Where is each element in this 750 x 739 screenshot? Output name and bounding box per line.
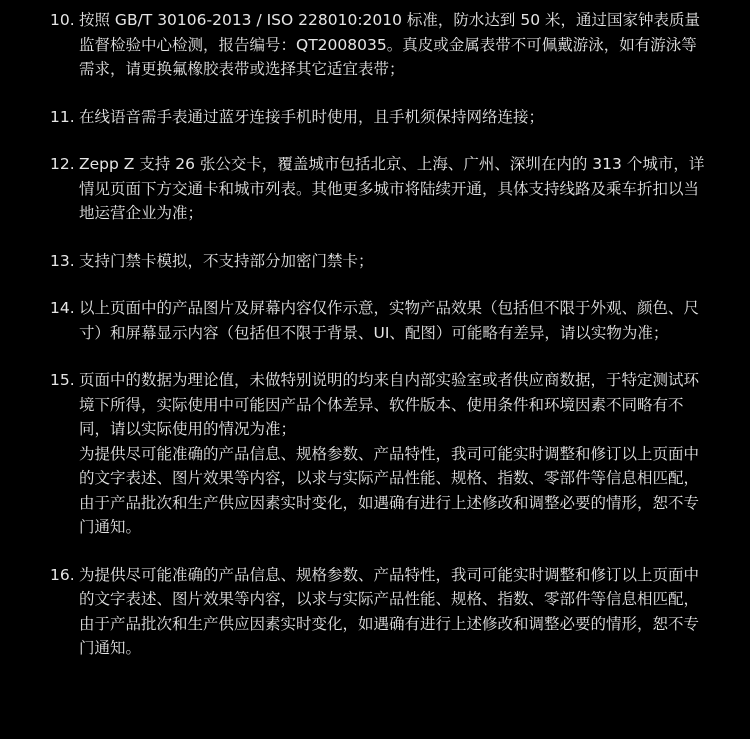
note-paragraph: 为提供尽可能准确的产品信息、规格参数、产品特性，我司可能实时调整和修订以上页面中的文字表述、图片效果等内容，以求与实际产品性能、规格、指数、零部件等信息相匹配，由于产品批次和生产供应因素实时变化，如遇确有进行上述修改和调整必要的情形，恕不专门通知。	[79, 565, 700, 657]
note-body	[79, 105, 712, 130]
note-16	[50, 563, 712, 661]
note-number: 15.	[50, 371, 75, 389]
note-13	[50, 249, 712, 274]
note-number: 13.	[50, 251, 75, 270]
note-number: 10.	[50, 11, 75, 29]
note-10	[50, 8, 712, 82]
note-body	[79, 296, 712, 345]
note-paragraph: 页面中的数据为理论值，未做特别说明的均来自内部实验室或者供应商数据，于特定测试环境下所得，实际使用中可能因产品个体差异、软件版本、使用条件和环境因素不同略有不同，请以实际使用的情况为准；	[79, 371, 700, 438]
note-body	[79, 152, 712, 226]
note-body	[79, 368, 712, 540]
note-body	[79, 563, 712, 661]
note-number: 16.	[50, 565, 75, 584]
note-paragraph: 在线语音需手表通过蓝牙连接手机时使用，且手机须保持网络连接；	[79, 107, 545, 126]
note-number: 12.	[50, 155, 75, 173]
note-paragraph: 为提供尽可能准确的产品信息、规格参数、产品特性，我司可能实时调整和修订以上页面中的文字表述、图片效果等内容，以求与实际产品性能、规格、指数、零部件等信息相匹配，由于产品批次和生产供应因素实时变化，如遇确有进行上述修改和调整必要的情形，恕不专门通知。	[79, 444, 700, 536]
note-body	[79, 8, 712, 82]
note-paragraph: 按照 GB/T 30106-2013 / ISO 228010:2010 标准，防水达到 50 米，通过国家钟表质量监督检验中心检测，报告编号：QT2008035。真皮或金属表带不可佩戴游泳，如有游泳等需求，请更换氟橡胶表带或选择其它适宜表带；	[79, 11, 700, 78]
note-number: 14.	[50, 299, 75, 317]
note-15	[50, 368, 712, 540]
note-14	[50, 296, 712, 345]
note-paragraph: 以上页面中的产品图片及屏幕内容仅作示意，实物产品效果（包括但不限于外观、颜色、尺寸）和屏幕显示内容（包括但不限于背景、UI、配图）可能略有差异，请以实物为准；	[79, 299, 700, 342]
note-12	[50, 152, 712, 226]
note-body	[79, 249, 712, 274]
notes-list	[50, 8, 712, 661]
note-number: 11.	[50, 107, 75, 126]
note-paragraph: 支持门禁卡模拟，不支持部分加密门禁卡；	[79, 251, 374, 270]
note-11	[50, 105, 712, 130]
note-paragraph: Zepp Z 支持 26 张公交卡，覆盖城市包括北京、上海、广州、深圳在内的 313 个城市，详情见页面下方交通卡和城市列表。其他更多城市将陆续开通，具体支持线路及乘车折扣以当地运营企业为准；	[79, 155, 705, 222]
